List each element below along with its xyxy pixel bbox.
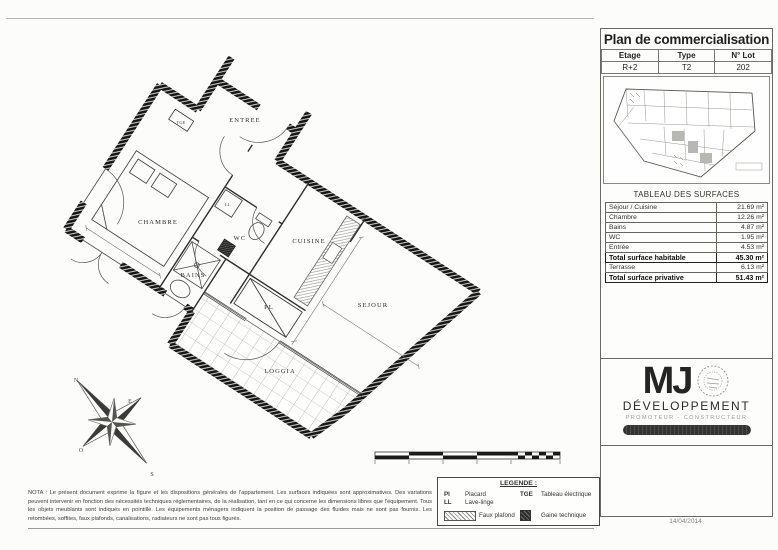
room-label-bains: BAINS xyxy=(180,272,206,279)
compass-east-label: E xyxy=(128,399,132,405)
compass-south-label: S xyxy=(150,472,154,478)
etage-value: R+2 xyxy=(602,62,659,74)
table-row: Terrasse 6.13 m² xyxy=(606,263,768,273)
title-block xyxy=(600,28,773,517)
developer-logo-block xyxy=(601,358,772,446)
room-label-pl: PL xyxy=(264,304,274,311)
stamp-icon xyxy=(696,364,730,398)
legend-abbr-tge: TGE xyxy=(520,491,533,498)
label-lave-linge: LL xyxy=(225,202,231,207)
page-title: Plan de commercialisation xyxy=(603,32,770,47)
legend-label-lave-linge: Lave-linge xyxy=(465,499,494,506)
legend-box xyxy=(437,477,600,526)
shower-icon xyxy=(173,242,220,289)
table-row: Séjour / Cuisine 21.69 m² xyxy=(606,203,768,213)
kitchen-counter xyxy=(294,216,360,306)
room-label-sejour: SEJOUR xyxy=(357,302,389,309)
compass-north-label: N xyxy=(73,378,79,384)
legend-label-placard: Placard xyxy=(465,491,486,498)
legend-abbr-pl: Pl xyxy=(444,491,450,498)
surfaces-caption: TABLEAU DES SURFACES xyxy=(633,190,740,199)
table-row-total-privative: Total surface privative 51.43 m² xyxy=(606,273,768,283)
room-label-chambre: CHAMBRE xyxy=(138,219,178,226)
room-label-entree: ENTREE xyxy=(229,117,261,124)
toilet-icon xyxy=(245,213,272,243)
legend-label-gaine-technique: Gaine technique xyxy=(541,512,587,519)
surfaces-section xyxy=(601,186,772,283)
type-value: T2 xyxy=(658,62,715,74)
legend-title: LEGENDE : xyxy=(499,480,537,487)
label-tge: TGE xyxy=(176,120,186,125)
etage-header: Etage xyxy=(602,50,659,62)
lot-info-table xyxy=(601,49,772,74)
surfaces-table xyxy=(605,202,768,283)
mj-logo: MJ xyxy=(642,359,692,402)
table-row: WC 1.95 m² xyxy=(606,233,768,243)
lot-value: 202 xyxy=(715,62,772,74)
faux-plafond-swatch xyxy=(444,511,476,521)
compass-rose xyxy=(48,356,176,488)
scale-bar xyxy=(375,452,560,464)
plan-date: 14/04/2014 xyxy=(669,518,702,525)
table-row-total-habitable: Total surface habitable 45.30 m² xyxy=(606,253,768,263)
room-label-loggia: LOGGIA xyxy=(264,368,296,375)
developer-website-pill xyxy=(623,425,751,435)
gaine-technique-swatch xyxy=(520,510,531,521)
developer-name: DÉVELOPPEMENT xyxy=(622,399,751,413)
developer-tagline: PROMOTEUR - CONSTRUCTEUR xyxy=(625,415,748,421)
site-plan-sketch xyxy=(604,77,769,181)
site-key-plan xyxy=(601,74,772,186)
lot-header: N° Lot xyxy=(715,50,772,62)
compass-west-label: O xyxy=(78,448,84,454)
table-row: Entrée 4.53 m² xyxy=(606,243,768,253)
title-block-empty-cell xyxy=(601,446,772,516)
legend-label-tableau-electrique: Tableau électrique xyxy=(541,491,592,498)
table-row: Chambre 12.26 m² xyxy=(606,213,768,223)
nota-disclaimer: NOTA : Le présent document exprime la figure et les dispositions générales de l'appartement. Les surfaces indiquées sont approximatives. Des variations peuvent intervenir en fonction des nécessités techniques réglementaires, de la réalisation, tant en ce qui concerne les dimensions libres que l'équipement. Tous les objets meublants sont indiqués en pointillé. Les équipements ménagers indiquent la position de passage des fluides mais ne sont pas fournis. Les retombées, soffites, faux plafonds, canalisations, radiateurs ne sont pas tous figurés. xyxy=(28,490,432,522)
legend-abbr-ll: LL xyxy=(444,499,452,506)
type-header: Type xyxy=(658,50,715,62)
title-block-header xyxy=(601,29,772,74)
room-label-wc: WC xyxy=(233,235,247,242)
room-label-cuisine: CUISINE xyxy=(292,238,326,245)
table-row: Bains 4.87 m² xyxy=(606,223,768,233)
legend-label-faux-plafond: Faux plafond xyxy=(479,512,515,519)
